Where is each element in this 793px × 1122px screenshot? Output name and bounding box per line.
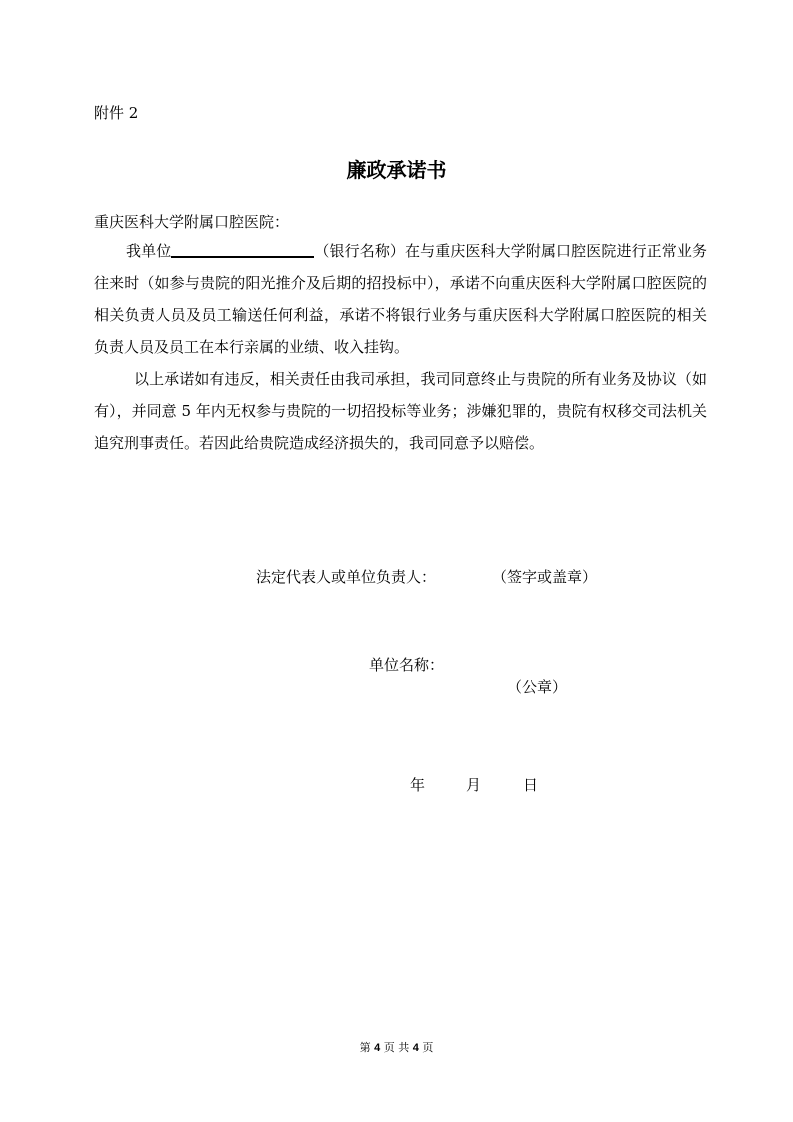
footer-prefix: 第 <box>359 1041 371 1054</box>
footer-middle: 页 共 <box>383 1041 410 1054</box>
footer-suffix: 页 <box>422 1041 434 1054</box>
violation-paragraph: 以上承诺如有违反，相关责任由我司承担，我司同意终止与贵院的所有业务及协议（如有），并同意 5 年内无权参与贵院的一切招投标等业务；涉嫌犯罪的，贵院有权移交司法机关追究刑事责任。若因此给贵院造成经济损失的，我司同意予以赔偿。 <box>94 370 707 452</box>
footer-total-pages: 4 <box>412 1042 419 1054</box>
commitment-paragraph <box>94 235 707 363</box>
paragraph-lead: 我单位 <box>126 242 172 260</box>
unit-name-label: 单位名称： <box>369 656 445 674</box>
date-month: 月 <box>466 776 482 794</box>
attachment-label: 附件 2 <box>94 104 139 122</box>
date-year: 年 <box>410 776 426 794</box>
letter-body <box>94 211 707 459</box>
footer-page-number: 4 <box>374 1042 381 1054</box>
representative-label: 法定代表人或单位负责人： <box>256 568 437 586</box>
official-seal-hint: （公章） <box>507 678 568 696</box>
representative-sign-hint: （签字或盖章） <box>492 568 598 586</box>
addressee: 重庆医科大学附属口腔医院： <box>94 213 290 231</box>
document-title: 廉政承诺书 <box>346 158 447 182</box>
bank-name-blank <box>171 240 314 258</box>
date-day: 日 <box>523 776 539 794</box>
page-footer <box>0 1040 793 1056</box>
paragraph-rest: （银行名称）在与重庆医科大学附属口腔医院进行正常业务往来时（如参与贵院的阳光推介及后期的招投标中），承诺不向重庆医科大学附属口腔医院的相关负责人员及员工输送任何利益，承诺不将银行业务与重庆医科大学附属口腔医院的相关负责人员及员工在本行亲属的业绩、收入挂钩。 <box>94 242 707 356</box>
